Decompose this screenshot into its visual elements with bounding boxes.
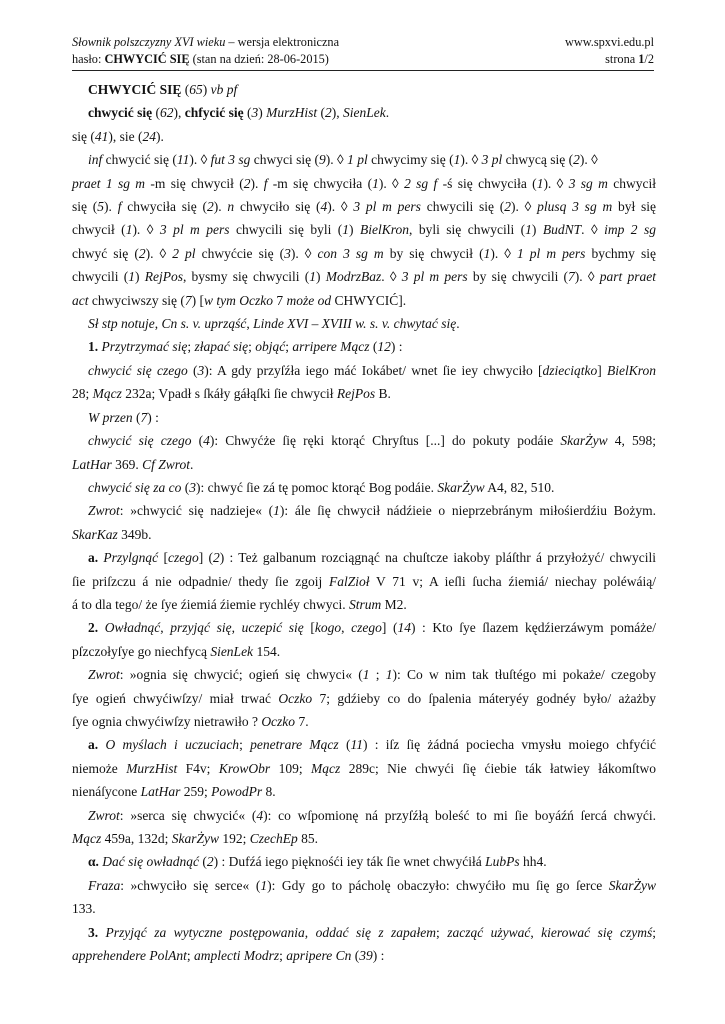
- entry-line: Fraza: »chwyciło się serce« (1): Gdy go to pácholę obaczyło: chwyćiło mu ſię go ſerce SkarŻyw: [88, 877, 657, 893]
- header-row-2: [72, 51, 654, 68]
- header-divider: [72, 70, 654, 71]
- entry-line: Mącz 459a, 132d; SkarŻyw 192; CzechEp 85.: [72, 831, 319, 846]
- entry-line: apprehendere PolAnt; amplecti Modrz; apripere Cn (39) :: [72, 948, 385, 964]
- entry-line: chwycił (1). ◊ 3 pl m pers chwycili się byli (1) BielKron, byli się chwycili (1) BudNT. ◊ imp 2 sg: [72, 222, 657, 238]
- entry-line: chwyć się (2). ◊ 2 pl chwyćcie się (3). ◊ con 3 sg m by się chwycił (1). ◊ 1 pl m pers bychmy się: [72, 245, 656, 261]
- site-url[interactable]: www.spxvi.edu.pl: [564, 35, 654, 49]
- entry-line: nienáſycone LatHar 259; PowodPr 8.: [72, 784, 276, 800]
- entry-body: [72, 78, 657, 967]
- page-header: [72, 34, 654, 68]
- header-row-1: [72, 34, 654, 51]
- entry-line: niemoże MurzHist F4v; KrowObr 109; Mącz 289c; Nie chwyći ſię ćiebie ták łatwiey łákomſtwo: [72, 760, 656, 776]
- entry-line: chwycić się czego (4): Chwyćże ſię ręki ktorąć Chryſtus [...] do pokuty podáie SkarŻyw 4, 598;: [88, 433, 656, 449]
- entry-line: Sł stp notuje, Cn s. v. uprząść, Linde XVI – XVIII w. s. v. chwytać się.: [88, 316, 460, 332]
- entry-line: á to dla tego/ że ſye źiemiá źiemie rychléy chwyci. Strum M2.: [72, 596, 407, 612]
- entry-line: 3. Przyjąć za wytyczne postępowania, oddać się z zapałem; zacząć używać, kierować się czymś;: [88, 924, 656, 940]
- entry-line: a. Przylgnąć [czego] (2) : Też galbanum rozciągnąć na chuſtcze iakoby pláſthr á przyłożyć/ chwycili: [88, 550, 656, 566]
- entry-line: act chwyciwszy się (7) [w tym Oczko 7 może od CHWYCIĆ].: [72, 292, 407, 308]
- entry-line: 2. Owładnąć, przyjąć się, uczepić się [kogo, czego] (14) : Kto ſye ſlazem kędźierzáwym pomáże/: [88, 620, 657, 636]
- entry-line: 28; Mącz 232a; Vpadł s ſkáły gáłąſki ſie chwycił RejPos B.: [72, 386, 391, 402]
- entry-line: a. O myślach i uczuciach; penetrare Mącz (11) : iſz ſię żádná pociecha vmysłu moiego chfyćić: [88, 737, 657, 753]
- entry-line: 1. Przytrzymać się; złapać się; objąć; arripere Mącz (12) :: [88, 339, 403, 355]
- page-number: strona 1/2: [605, 52, 654, 66]
- entry-line: SkarKaz 349b.: [72, 526, 152, 542]
- entry-line: się (41), sie (24).: [72, 128, 164, 144]
- entry-line: pſzczołyſye go niechfycą SienLek 154.: [72, 643, 281, 659]
- entry-line: ſye ognia chwyćiwſzy nietrawiło ? Oczko 7.: [72, 713, 309, 729]
- entry-line: α. Dać się owładnąć (2) : Dufźá iego pięknośći iey ták ſie wnet chwyćiłá LubPs hh4.: [88, 854, 547, 870]
- entry-line: chwycić się czego (3): A gdy przyſźła iego máć Iokábet/ wnet ſie iey chwyciło [dzieciątko] BielKron: [88, 362, 656, 378]
- entry-line: się (5). f chwyciła się (2). n chwyciło się (4). ◊ 3 pl m pers chwycili się (2). ◊ plusq 3 sg m był się: [72, 199, 657, 215]
- entry-line: inf chwycić się (11). ◊ fut 3 sg chwyci się (9). ◊ 1 pl chwycimy się (1). ◊ 3 pl chwycą się (2). ◊: [88, 152, 598, 168]
- entry-line: Zwrot: »serca się chwycić« (4): co wſpomionę ná przyſźłą boleść to mi ſie boyáźń ſercá chwyći.: [88, 807, 656, 823]
- dictionary-title: Słownik polszczyzny XVI wieku – wersja elektroniczna: [72, 35, 340, 49]
- entry-line: W przen (7) :: [88, 409, 159, 425]
- entry-line: Zwrot: »ognia się chwycić; ogień się chwyci« (1 ; 1): Co w nim tak tłuſtégo mi pokaże/ czegoby: [88, 667, 656, 683]
- entry-line: chwycić się (62), chfycić się (3) MurzHist (2), SienLek.: [88, 105, 390, 121]
- entry-line: ſye ogień chwyćiwſzy/ miał trwać Oczko 7; gdźieby co do ſpalenia máteryéy godnéy było/ ażażby: [72, 690, 656, 706]
- entry-line: Zwrot: »chwycić się nadzieje« (1): ále ſię chwycił nádźieie o nieprzebránym miłośierdźiu Bożym.: [88, 503, 656, 519]
- entry-line: CHWYCIĆ SIĘ (65) vb pf: [88, 82, 238, 97]
- entry-label: hasło: CHWYCIĆ SIĘ (stan na dzień: 28-06-2015): [72, 52, 329, 66]
- entry-line: chwycili (1) RejPos, bysmy się chwycili (1) ModrzBaz. ◊ 3 pl m pers by się chwycili (7). ◊ part praet: [72, 269, 657, 285]
- entry-line: praet 1 sg m -m się chwycił (2). f -m się chwyciła (1). ◊ 2 sg f -ś się chwyciła (1). ◊ 3 sg m chwycił: [72, 175, 656, 191]
- entry-line: chwycić się za co (3): chwyć ſie zá tę pomoc ktorąć Bog podáie. SkarŻyw A4, 82, 510.: [88, 479, 555, 495]
- entry-line: 133.: [72, 901, 96, 917]
- entry-line: ſie priſzczu á nie odpadnie/ thedy ſie zgoij FalZioł V 71 v; A ieſli ſucha źiemiá/ niechay poléwáią/: [72, 573, 657, 589]
- entry-line: LatHar 369. Cf Zwrot.: [72, 456, 194, 472]
